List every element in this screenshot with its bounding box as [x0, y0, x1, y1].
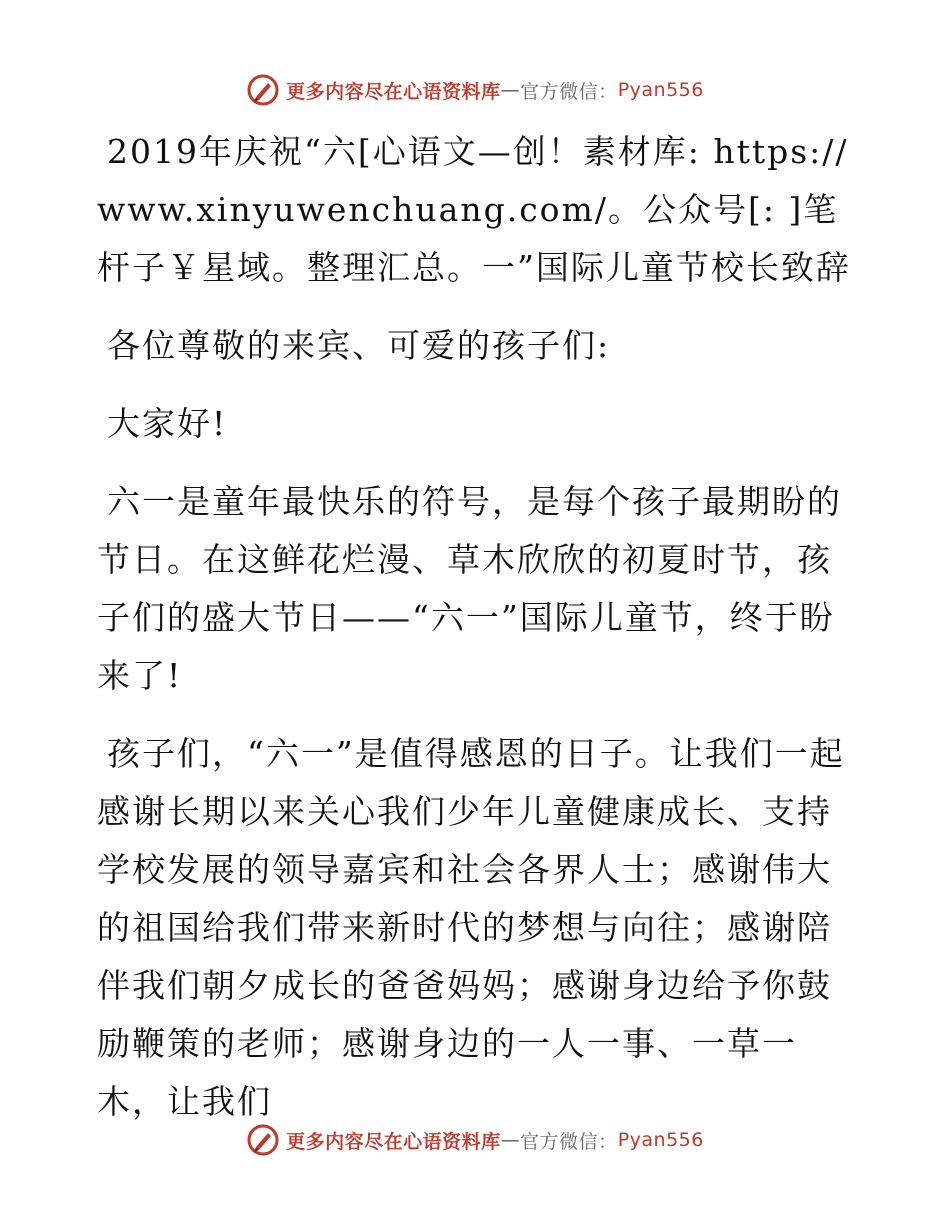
banner-site-text: 更多内容尽在心语资料库	[286, 1130, 501, 1153]
paragraph-2: 孩子们，“六一”是值得感恩的日子。让我们一起感谢长期以来关心我们少年儿童健康成长、支持学校发展的领导嘉宾和社会各界人士；感谢伟大的祖国给我们带来新时代的梦想与向往；感谢陪伴我们朝夕成长的爸爸妈妈；感谢身边给予你鼓励鞭策的老师；感谢身边的一人一事、一草一木，让我们	[97, 734, 845, 1121]
banner-wechat-label: 官方微信：	[520, 1130, 618, 1153]
header-banner	[0, 70, 950, 110]
document-title: 2019年庆祝“六[心语文—创！素材库: https://www.xinyuwenchuang.com/。公众号[: ]笔杆子￥星域。整理汇总。一”国际儿童节校长致辞	[97, 132, 851, 287]
footer-banner	[0, 1120, 950, 1160]
banner-site-text: 更多内容尽在心语资料库	[286, 80, 501, 103]
banner-wechat-id: Pyan556	[617, 1129, 704, 1151]
greeting-line: 各位尊敬的来宾、可爱的孩子们:	[107, 326, 611, 365]
hello-line: 大家好!	[107, 404, 228, 443]
pen-circle-logo-icon	[246, 1123, 280, 1157]
document-body	[97, 123, 857, 1151]
banner-wechat-id: Pyan556	[617, 79, 704, 101]
paragraph-1: 六一是童年最快乐的符号，是每个孩子最期盼的节日。在这鲜花烂漫、草木欣欣的初夏时节，孩子们的盛大节日——“六一”国际儿童节，终于盼来了!	[97, 482, 842, 695]
banner-separator: —	[500, 79, 521, 101]
banner-wechat-label: 官方微信：	[520, 80, 618, 103]
banner-separator: —	[500, 1129, 521, 1151]
pen-circle-logo-icon	[246, 73, 280, 107]
